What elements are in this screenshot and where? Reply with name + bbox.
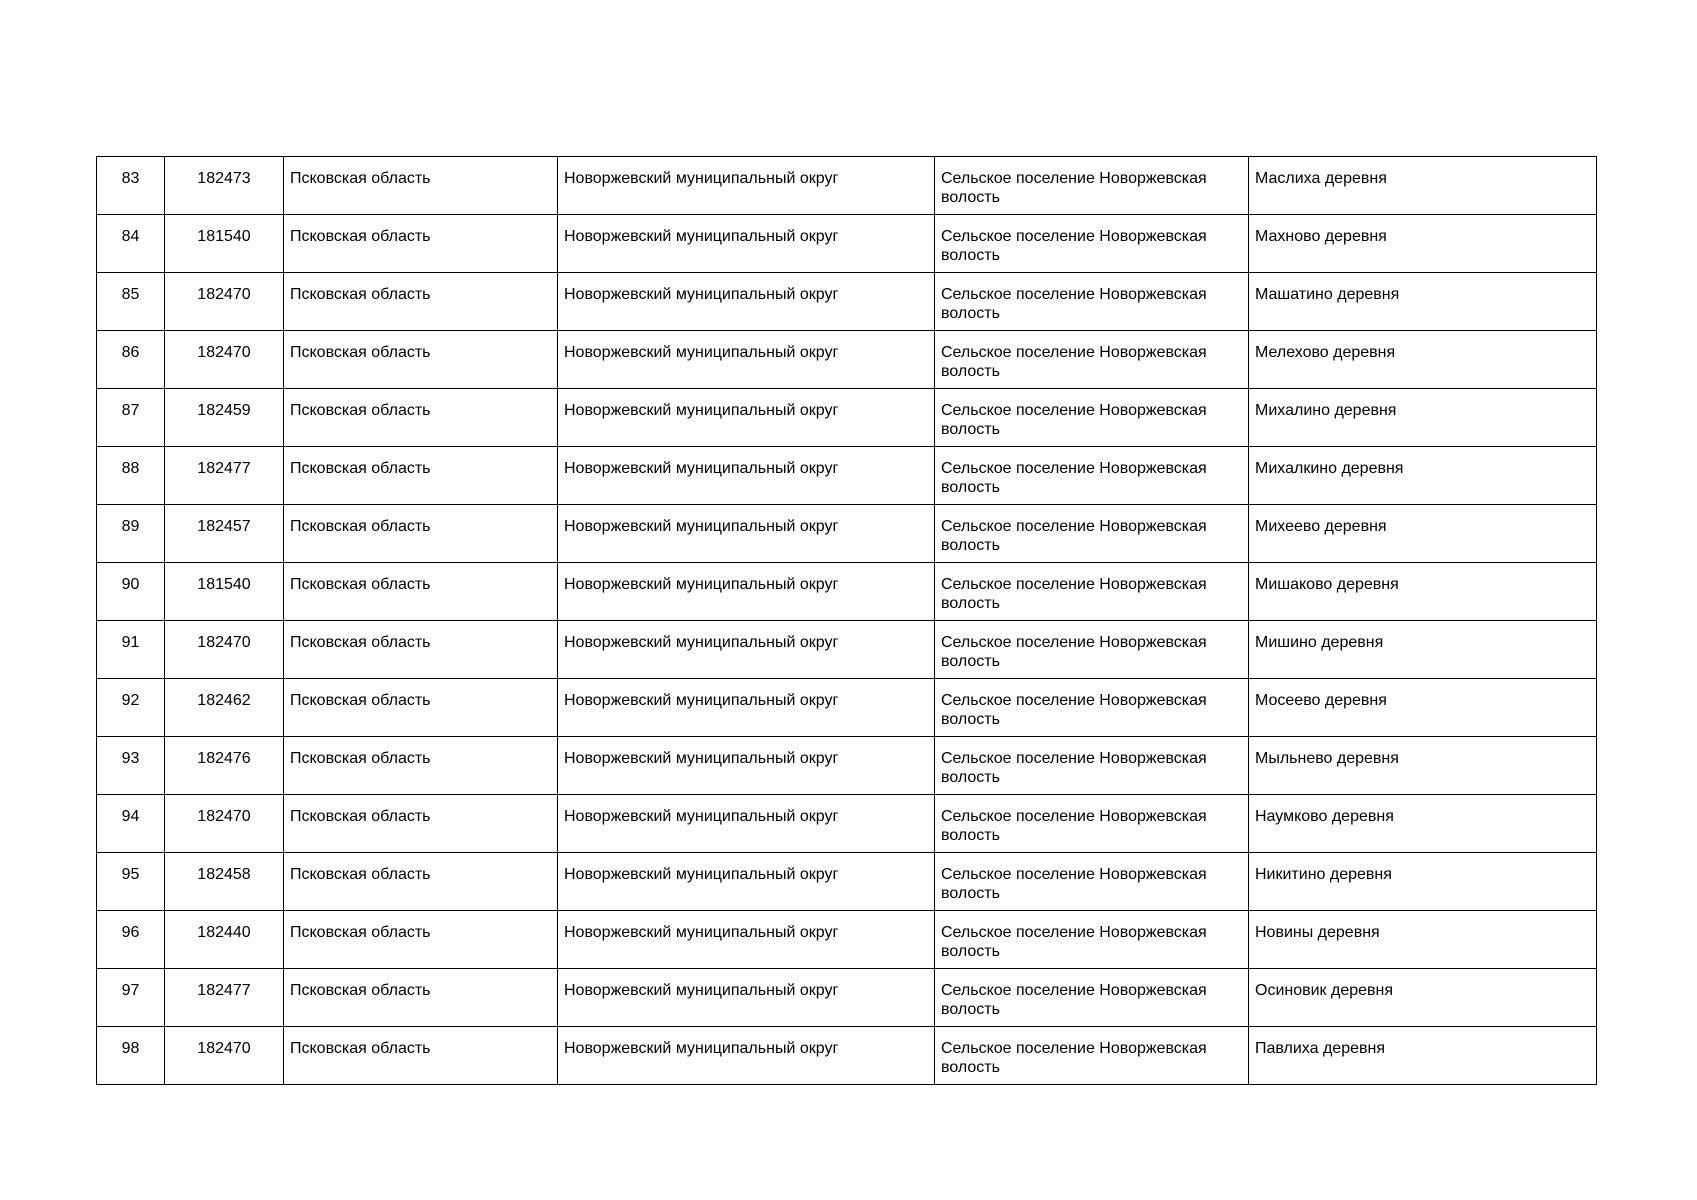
postal-index-cell: 182457 bbox=[165, 505, 284, 563]
settlement-cell: Сельское поселение Новоржевская волость bbox=[935, 505, 1249, 563]
row-number-cell: 87 bbox=[97, 389, 165, 447]
locality-cell: Мишаково деревня bbox=[1249, 563, 1597, 621]
postal-index-cell: 182477 bbox=[165, 447, 284, 505]
row-number-cell: 92 bbox=[97, 679, 165, 737]
region-cell: Псковская область bbox=[284, 447, 558, 505]
row-number-cell: 84 bbox=[97, 215, 165, 273]
region-cell: Псковская область bbox=[284, 215, 558, 273]
row-number-cell: 97 bbox=[97, 969, 165, 1027]
region-cell: Псковская область bbox=[284, 273, 558, 331]
district-cell: Новоржевский муниципальный округ bbox=[558, 331, 935, 389]
region-cell: Псковская область bbox=[284, 157, 558, 215]
locality-cell: Мелехово деревня bbox=[1249, 331, 1597, 389]
region-cell: Псковская область bbox=[284, 331, 558, 389]
settlement-cell: Сельское поселение Новоржевская волость bbox=[935, 1027, 1249, 1085]
district-cell: Новоржевский муниципальный округ bbox=[558, 157, 935, 215]
table-row bbox=[97, 911, 1597, 969]
row-number-cell: 98 bbox=[97, 1027, 165, 1085]
region-cell: Псковская область bbox=[284, 911, 558, 969]
row-number-cell: 96 bbox=[97, 911, 165, 969]
settlement-cell: Сельское поселение Новоржевская волость bbox=[935, 447, 1249, 505]
district-cell: Новоржевский муниципальный округ bbox=[558, 679, 935, 737]
settlement-cell: Сельское поселение Новоржевская волость bbox=[935, 679, 1249, 737]
locality-cell: Маслиха деревня bbox=[1249, 157, 1597, 215]
district-cell: Новоржевский муниципальный округ bbox=[558, 621, 935, 679]
locality-cell: Мосеево деревня bbox=[1249, 679, 1597, 737]
row-number-cell: 94 bbox=[97, 795, 165, 853]
region-cell: Псковская область bbox=[284, 853, 558, 911]
postal-index-cell: 181540 bbox=[165, 563, 284, 621]
locality-cell: Наумково деревня bbox=[1249, 795, 1597, 853]
postal-index-cell: 182459 bbox=[165, 389, 284, 447]
settlement-cell: Сельское поселение Новоржевская волость bbox=[935, 795, 1249, 853]
table-row bbox=[97, 969, 1597, 1027]
settlement-cell: Сельское поселение Новоржевская волость bbox=[935, 215, 1249, 273]
settlements-table bbox=[96, 156, 1597, 1085]
postal-index-cell: 182470 bbox=[165, 273, 284, 331]
settlement-cell: Сельское поселение Новоржевская волость bbox=[935, 969, 1249, 1027]
locality-cell: Мишино деревня bbox=[1249, 621, 1597, 679]
region-cell: Псковская область bbox=[284, 1027, 558, 1085]
district-cell: Новоржевский муниципальный округ bbox=[558, 505, 935, 563]
postal-index-cell: 182440 bbox=[165, 911, 284, 969]
row-number-cell: 95 bbox=[97, 853, 165, 911]
table-row bbox=[97, 273, 1597, 331]
table-row bbox=[97, 331, 1597, 389]
table-row bbox=[97, 1027, 1597, 1085]
region-cell: Псковская область bbox=[284, 969, 558, 1027]
locality-cell: Никитино деревня bbox=[1249, 853, 1597, 911]
locality-cell: Осиновик деревня bbox=[1249, 969, 1597, 1027]
district-cell: Новоржевский муниципальный округ bbox=[558, 795, 935, 853]
district-cell: Новоржевский муниципальный округ bbox=[558, 853, 935, 911]
table-row bbox=[97, 447, 1597, 505]
district-cell: Новоржевский муниципальный округ bbox=[558, 563, 935, 621]
locality-cell: Михалкино деревня bbox=[1249, 447, 1597, 505]
postal-index-cell: 181540 bbox=[165, 215, 284, 273]
locality-cell: Машатино деревня bbox=[1249, 273, 1597, 331]
row-number-cell: 90 bbox=[97, 563, 165, 621]
locality-cell: Павлиха деревня bbox=[1249, 1027, 1597, 1085]
postal-index-cell: 182470 bbox=[165, 795, 284, 853]
postal-index-cell: 182470 bbox=[165, 621, 284, 679]
district-cell: Новоржевский муниципальный округ bbox=[558, 1027, 935, 1085]
district-cell: Новоржевский муниципальный округ bbox=[558, 273, 935, 331]
region-cell: Псковская область bbox=[284, 621, 558, 679]
table-row bbox=[97, 621, 1597, 679]
region-cell: Псковская область bbox=[284, 795, 558, 853]
postal-index-cell: 182470 bbox=[165, 331, 284, 389]
settlement-cell: Сельское поселение Новоржевская волость bbox=[935, 737, 1249, 795]
settlement-cell: Сельское поселение Новоржевская волость bbox=[935, 389, 1249, 447]
table-row bbox=[97, 215, 1597, 273]
district-cell: Новоржевский муниципальный округ bbox=[558, 447, 935, 505]
row-number-cell: 89 bbox=[97, 505, 165, 563]
settlement-cell: Сельское поселение Новоржевская волость bbox=[935, 911, 1249, 969]
settlement-cell: Сельское поселение Новоржевская волость bbox=[935, 273, 1249, 331]
settlement-cell: Сельское поселение Новоржевская волость bbox=[935, 853, 1249, 911]
region-cell: Псковская область bbox=[284, 389, 558, 447]
region-cell: Псковская область bbox=[284, 737, 558, 795]
locality-cell: Новины деревня bbox=[1249, 911, 1597, 969]
table-row bbox=[97, 505, 1597, 563]
postal-index-cell: 182473 bbox=[165, 157, 284, 215]
table-row bbox=[97, 563, 1597, 621]
district-cell: Новоржевский муниципальный округ bbox=[558, 737, 935, 795]
settlement-cell: Сельское поселение Новоржевская волость bbox=[935, 157, 1249, 215]
table-row bbox=[97, 679, 1597, 737]
region-cell: Псковская область bbox=[284, 563, 558, 621]
postal-index-cell: 182458 bbox=[165, 853, 284, 911]
settlement-cell: Сельское поселение Новоржевская волость bbox=[935, 621, 1249, 679]
table-body bbox=[97, 157, 1597, 1085]
table-row bbox=[97, 737, 1597, 795]
region-cell: Псковская область bbox=[284, 679, 558, 737]
row-number-cell: 86 bbox=[97, 331, 165, 389]
postal-index-cell: 182470 bbox=[165, 1027, 284, 1085]
table-row bbox=[97, 157, 1597, 215]
settlement-cell: Сельское поселение Новоржевская волость bbox=[935, 331, 1249, 389]
table-row bbox=[97, 853, 1597, 911]
row-number-cell: 88 bbox=[97, 447, 165, 505]
postal-index-cell: 182462 bbox=[165, 679, 284, 737]
locality-cell: Михеево деревня bbox=[1249, 505, 1597, 563]
row-number-cell: 93 bbox=[97, 737, 165, 795]
row-number-cell: 83 bbox=[97, 157, 165, 215]
district-cell: Новоржевский муниципальный округ bbox=[558, 969, 935, 1027]
locality-cell: Мыльнево деревня bbox=[1249, 737, 1597, 795]
table-row bbox=[97, 795, 1597, 853]
row-number-cell: 85 bbox=[97, 273, 165, 331]
postal-index-cell: 182476 bbox=[165, 737, 284, 795]
district-cell: Новоржевский муниципальный округ bbox=[558, 911, 935, 969]
locality-cell: Махново деревня bbox=[1249, 215, 1597, 273]
locality-cell: Михалино деревня bbox=[1249, 389, 1597, 447]
region-cell: Псковская область bbox=[284, 505, 558, 563]
district-cell: Новоржевский муниципальный округ bbox=[558, 215, 935, 273]
table-row bbox=[97, 389, 1597, 447]
postal-index-cell: 182477 bbox=[165, 969, 284, 1027]
row-number-cell: 91 bbox=[97, 621, 165, 679]
settlement-cell: Сельское поселение Новоржевская волость bbox=[935, 563, 1249, 621]
district-cell: Новоржевский муниципальный округ bbox=[558, 389, 935, 447]
